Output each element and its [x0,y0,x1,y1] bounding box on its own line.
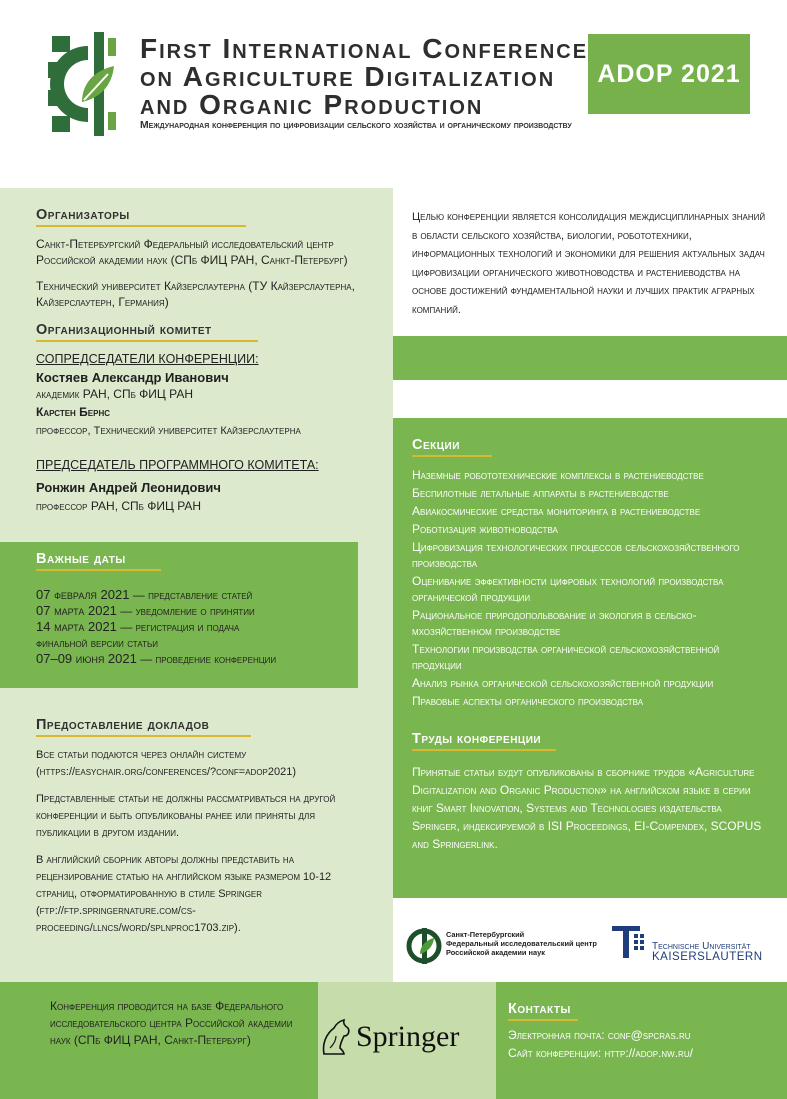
email-link[interactable]: conf@spcras.ru [607,1028,691,1042]
date-value: 07–09 июня 2021 [36,651,137,666]
email-label: Электронная почта: [508,1028,608,1042]
section-item: Наземные робототехнические комплексы в растениеводстве [412,468,704,482]
section-item: Беспилотные летальные аппараты в растениеводстве [412,486,669,500]
section-item: Оценивание эффективности цифровых технологий производства органической продукции [412,574,724,604]
tu-kaiserslautern-logo [610,922,650,962]
program-chair-name: Ронжин Андрей Леонидович [36,480,221,495]
section-item: Правовые аспекты органического производства [412,694,644,708]
section-item: Роботизация животноводства [412,522,558,536]
dates-side-strip [358,542,393,688]
conference-title-line-2: on Agriculture Digitalization [140,61,556,92]
cochair-1-title: академик РАН, СПб ФИЦ РАН [36,387,194,401]
date-value: 14 марта 2021 [36,619,117,634]
contacts-heading: Контакты [508,1001,578,1021]
date-text: — уведомление о принятии [116,604,255,618]
section-item: Технологии производства органической сельскохозяйственной продукции [412,642,720,672]
spcras-line: Федеральный исследовательский центр [446,939,597,948]
tu-line-1: Technische Universität [652,941,751,952]
submission-p1: Все статьи подаются через онлайн систему (https://easychair.org/conferences/?conf=adop2021) [36,749,297,778]
subtitle-ru: Международная конференция по цифровизации сельского хозяйства и органическому производству [140,120,572,131]
section-item: Анализ рынка органической сельскохозяйственной продукции [412,676,714,690]
cochairs-label: СОПРЕДСЕДАТЕЛИ КОНФЕРЕНЦИИ: [36,352,259,366]
site-label: Сайт конференции: [508,1046,605,1060]
spcras-small-logo [406,926,442,966]
date-item [36,635,346,651]
section-item: Цифровизация технологических процессов сельскохозяйственного производства [412,540,740,570]
date-text: — регистрация и подача [116,620,240,634]
site-link[interactable]: http://adop.nw.ru/ [604,1046,693,1060]
tu-line-2: KAISERSLAUTERN [652,951,763,963]
date-item [36,619,346,635]
springer-horse-icon [318,1018,352,1056]
springer-logo-text: Springer [356,1020,460,1053]
proceedings-text: Принятые статьи будут опубликованы в сборнике трудов «Agriculture Digitalization and Organic Production» на английском языке в серии книг Smart Innovation, Systems and Technologies издательства Springer, индексируемой в ISI Proceedings, EI-Compendex, SCOPUS and Springerlink. [412,765,762,851]
dates-section [36,550,346,667]
submission-heading: Предоставление докладов [36,717,251,737]
date-item [36,651,346,667]
cochair-2-title: профессор, Технический университет Кайзерслаутерна [36,425,301,437]
date-item [36,603,346,619]
program-chair-label: ПРЕДСЕДАТЕЛЬ ПРОГРАММНОГО КОМИТЕТА: [36,458,319,472]
spcras-line: Санкт-Петербургский [446,930,525,939]
section-item: Рациональное природопольвование и экология в сельско-мхозяйственном производстве [412,608,697,638]
conference-title-line-1: First International Conference [140,33,589,64]
organizers-heading: Организаторы [36,207,246,227]
spcras-partner-text [446,930,597,957]
submission-p3: В английский сборник авторы должны представить на рецензирование статью на английском языке размером 10-12 страниц, отформатированную в стиле Springer (ftp://ftp.springernature.com/cs-proceeding/llncs/word/splnproc1703.zip). [36,854,332,934]
organizer-2: Технический университет Кайзерслаутерна (ТУ Кайзерслаутерна, Кайзерслаутерн, Германия) [36,279,355,309]
cochair-1-name: Костяев Александр Иванович [36,370,229,385]
organizers-section [36,206,381,514]
date-value: 07 февраля 2021 [36,587,130,602]
section-item: Авиакосмические средства мониторинга в растениеводстве [412,504,701,518]
date-text: — проведение конференции [136,652,277,666]
tu-partner-text [652,941,763,963]
date-value: 07 марта 2021 [36,603,117,618]
sections-section [412,436,772,853]
organizer-1: Санкт-Петербургский Федеральный исследовательский центр Российской академии наук (СПб ФИЦ РАН, Санкт-Петербург) [36,237,348,267]
contacts-section [508,1000,778,1061]
right-green-strip [393,336,787,380]
conference-title-line-3: and Organic Production [140,89,484,120]
contact-site-line [508,1045,778,1061]
spcras-line: Российской академии наук [446,948,545,957]
proceedings-heading: Труды конференции [412,731,556,751]
contact-email-line [508,1027,778,1043]
program-chair-title: профессор РАН, СПб ФИЦ РАН [36,499,202,513]
cochair-2-name: Карстен Бернс [36,405,111,419]
footer-base-text: Конференция проводится на базе Федерального исследовательского центра Российской академии наук (СПб ФИЦ РАН, Санкт-Петербург) [50,999,293,1047]
dates-heading: Важные даты [36,551,161,571]
submission-section [36,716,368,937]
adop-badge: ADOP 2021 [588,34,750,114]
sections-list [412,467,772,709]
submission-p2: Представленные статьи не должны рассматриваться на другой конференции и быть опубликованы ранее или приняты для публикации в другом издании. [36,793,336,839]
date-text: финальной версии статьи [36,636,158,650]
date-item [36,587,346,603]
sections-heading: Секции [412,437,492,457]
dates-list [36,587,346,667]
committee-heading: Организационный комитет [36,322,258,342]
date-text: — представление статей [129,588,253,602]
spcras-gear-logo [48,32,126,136]
conference-goal: Целью конференции является консолидация междисциплинарных знаний в области сельского хозяйства, биологии, робототехники, информационных технологий и экономики для решения актуальных задач цифровизации органического животноводства и растениеводства на основе достижений фундаментальной науки и лучших практик аграрных компаний. [412,211,766,316]
